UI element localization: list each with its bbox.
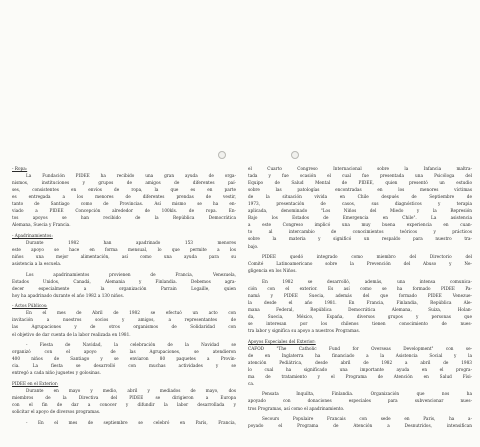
text-line: apoyado con donaciones especiales para subvencionar nues- [248, 398, 472, 404]
text-line: este apoyo se hace en forma mensual, lo que permite a los [12, 247, 236, 253]
punch-hole-left [218, 151, 226, 159]
text-line: namá y PIDEE Suecia, además del que formado PIDEE Venezue- [248, 292, 472, 298]
text-line: la desde el año 1981. En Francia, Finlandia, República Ale- [248, 299, 472, 305]
text-line: decer especialmente a la organización Parrain Logaille, quien [12, 285, 236, 291]
text-line: La Fundación PIDEE ha recibido una gran ayuda de orga- [26, 173, 236, 179]
text-line: ción con el exterior. Es así como se ha formado PIDEE Pa- [248, 285, 472, 291]
text-line: miembros de la Directiva del PIDEE se dirigieron a Europa [12, 394, 236, 400]
text-line: con el fin de dar a conocer y difundir la labor desarrollada y [12, 401, 236, 407]
text-line: nismos, instituciones y grupos de amigos de diferentes paí- [12, 180, 236, 186]
text-line: to al intercambio de conocimientos teóricos y prácticos [248, 229, 472, 235]
text-line: solicitar el apoyo de diversos programas. [12, 409, 101, 414]
text-line: poyado el Programa de Atención a Desnutridos, intensifican [248, 423, 472, 429]
text-line: el Cuarto Congreso Internacional sobre la Infancia maltra- [248, 166, 472, 171]
text-line: ses, consistentes en envíos de ropa, la que es en parte [12, 187, 236, 193]
text-line: CAFOD "The Catholic Fund for Overseas Development" con se- [248, 345, 472, 351]
text-line: - En el mes de septiembre se celebró en París, Francia, [26, 419, 236, 425]
text-line: Alemana, Suecia y Francia. [12, 222, 71, 228]
text-line: de en Inglaterra ha financiado a la Asistencia Social y la [248, 352, 472, 358]
section-heading: Apoyos Especiales del Exterior: [248, 338, 316, 344]
text-line: Estados Unidos, Canadá, Alemania y Finlandia. Debemos agra- [12, 278, 236, 284]
text-line: niños una mejor alimentación, así como una ayuda para su [12, 254, 236, 260]
text-line: tanto de Santiago como de Provincias. Así mismo se ha en- [12, 201, 236, 207]
text-line: tros Programas, así como el apadrinamiento. [248, 405, 345, 411]
text-line: ca. [248, 380, 255, 386]
section-heading: - Apadrinamientos: [12, 232, 53, 238]
text-line: entregó a cada niño juguetes y golosinas. [12, 370, 101, 376]
right-text-column [248, 165, 472, 429]
text-line: tada y fue ocasión el cual fue presentada una Psicóloga del [248, 173, 472, 179]
text-line: hoy ha apadrinado durante el año 1982 a 130 niños. [12, 292, 124, 298]
text-line: En el mes de Abril de 1982 se efectuó un acto con [26, 310, 236, 316]
text-line: a este Congreso implicó una muy buena experiencia en cuan- [248, 222, 472, 228]
text-line: da, Suecia, México, España, diversos grupos y personas que [248, 313, 472, 319]
text-line: bajo. [248, 243, 259, 249]
text-line: invitación a nuestros socios y amigos, a representantes de [12, 317, 236, 323]
text-line: 400 niños de Santiago y se enviaron 80 paquetes a Provin- [12, 356, 236, 362]
punch-hole-right [291, 151, 299, 159]
text-line: En 1982 se desarrolló, además, una intensa comunica- [262, 278, 472, 284]
text-line: atención Pediátrica, desde abril de 1982 a abril de 1983 [248, 359, 472, 365]
text-line: mana Federal, República Democrática Alemana, Suiza, Holan- [248, 306, 472, 312]
text-line: - Fiesta de Navidad, la celebración de la Navidad se [26, 342, 236, 348]
text-line: Durante en mayo y medio, abril y mediados de mayo, dos [26, 387, 236, 393]
text-line: Bajo los Estados de Emergencia en Chile". La asistencia [248, 215, 472, 221]
text-line: Comité Latinoamericano sobre la Prevención del Abuso y Ne- [248, 261, 472, 267]
text-line: es entregada a los menores de diferentes prendas de vestir, [12, 194, 236, 200]
text-line: asistencia a la escuela. [12, 261, 62, 267]
text-line: aplicada, denominado "Los Niños del Miedo y la Represión [248, 208, 472, 214]
text-line: el objetivo de dar cuenta de la labor realizada en 1981. [12, 331, 131, 337]
section-heading: - Actos Públicos: [12, 303, 48, 309]
left-text-column [12, 165, 236, 426]
text-line: organizó con el apoyo de las Agrupaciones, se atendieron [12, 349, 236, 355]
text-line: Equipo de Salud Mental de PIDEE, quien presentó un estudio [248, 180, 472, 186]
text-line: sobre las patologías encontradas en los menores víctimas [248, 187, 472, 193]
blank-top-margin [0, 0, 480, 165]
text-line: viado a PIDEE Concepción alrededor de 100kls. de ropa. En- [12, 208, 236, 214]
text-line: 1973, presentación de casos, sus diagnósticos y terapia [248, 201, 472, 207]
text-line: gligencia en los Niños. [248, 268, 297, 274]
text-line: sobre la materia y significó un respaldo para nuestro tra- [248, 236, 472, 242]
section-heading: - Ropa: [12, 166, 28, 171]
text-line: Los apadrinamientos provienen de Francia, Venezuela, [26, 271, 236, 277]
text-line: las Agrupaciones y de otros organismos de Solidaridad con [12, 324, 236, 330]
text-line: se interesan por los chilenos tienen conocimiento de nues- [248, 320, 472, 326]
text-line: PIDEE quedó integrado como miembro del Directorio del [262, 254, 472, 260]
text-line: Secours Populaire Francais con sede en Paris, ha a- [262, 416, 472, 422]
text-line: ma de tratamiento y el Programa de Atención en Salud Físi- [248, 373, 472, 379]
text-line: tra labor y significa su apoyo a nuestros Programas. [248, 328, 360, 334]
text-line: tos apoyos se han recibido de la República Democrática [12, 215, 236, 221]
text-line: cia. La fiesta se desarrolló con muchas actividades y se [12, 363, 236, 369]
text-line: de la situación vivida en Chile después de Septiembre de [248, 194, 472, 200]
text-line: Pensata Inquilta, Finlandia. Organización que nos ha [262, 391, 472, 397]
section-heading: PIDEE en el Exterior: [12, 380, 59, 386]
text-line: Durante 1982 han apadrinado 153 menores [26, 239, 236, 245]
text-line: lo cual ha significado una importante ayuda en el progra- [248, 366, 472, 372]
